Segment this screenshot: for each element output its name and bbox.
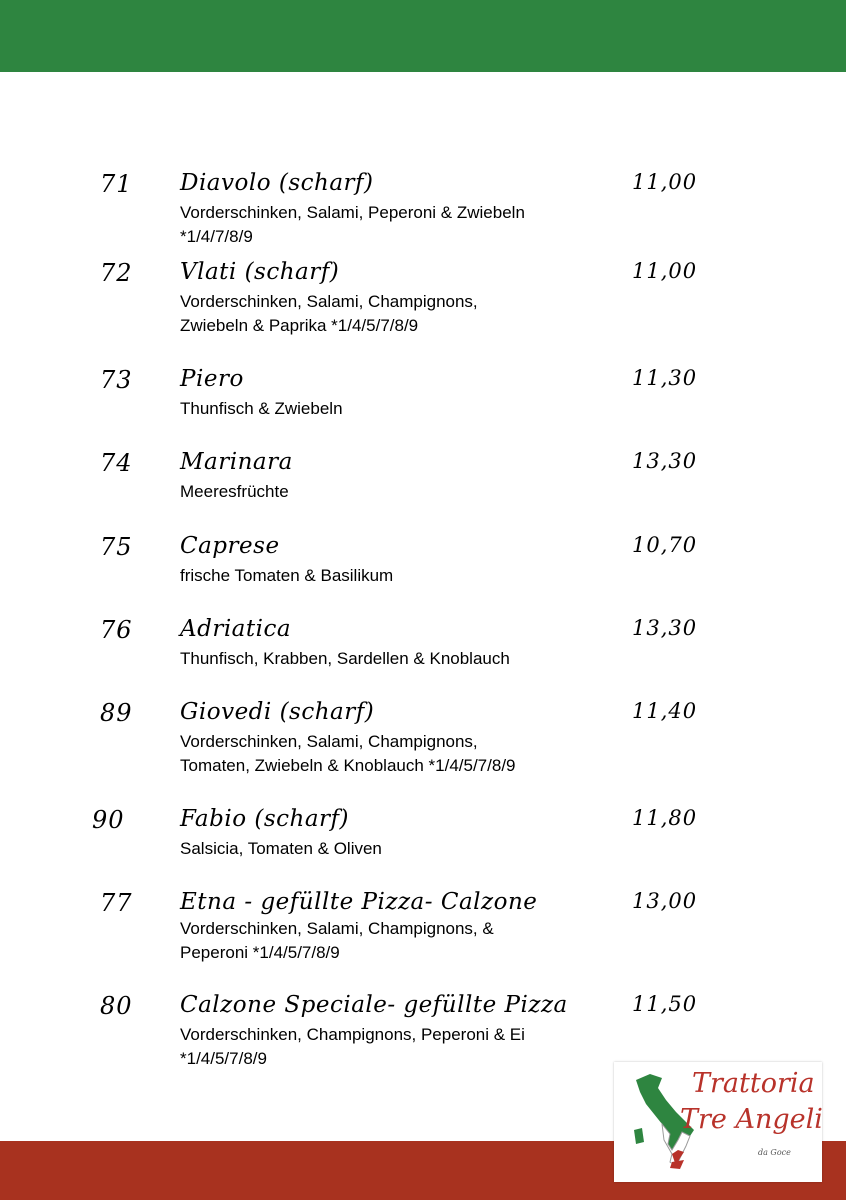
item-description: [180, 201, 620, 249]
item-description: [180, 837, 620, 861]
item-description: [180, 564, 620, 588]
item-price: 11,30: [632, 366, 698, 390]
item-number: 73: [100, 366, 133, 394]
item-price: 11,40: [632, 699, 698, 723]
description-line: *1/4/5/7/8/9: [180, 1049, 267, 1068]
item-name: Fabio (scharf): [180, 806, 350, 832]
description-line: Zwiebeln & Paprika *1/4/5/7/8/9: [180, 316, 419, 335]
description-line: Thunfisch & Zwiebeln: [180, 399, 343, 418]
item-number: 90: [92, 806, 125, 834]
item-name: Diavolo (scharf): [180, 170, 374, 196]
item-description: [180, 397, 620, 421]
item-description: [180, 647, 620, 671]
item-number: 76: [100, 616, 133, 644]
item-price: 10,70: [632, 533, 698, 557]
item-number: 74: [100, 449, 133, 477]
item-price: 13,00: [632, 889, 698, 913]
description-line: Peperoni *1/4/5/7/8/9: [180, 943, 340, 962]
item-description: [180, 917, 620, 965]
item-price: 11,00: [632, 259, 698, 283]
item-name: Vlati (scharf): [180, 259, 340, 285]
item-name: Piero: [180, 366, 244, 392]
item-name: Calzone Speciale- gefüllte Pizza: [180, 992, 568, 1018]
item-number: 89: [100, 699, 133, 727]
item-number: 72: [100, 259, 133, 287]
description-line: Vorderschinken, Champignons, Peperoni & Ei: [180, 1025, 525, 1044]
item-name: Adriatica: [180, 616, 292, 642]
logo-title-line2: Tre Angeli: [680, 1104, 823, 1135]
description-line: Vorderschinken, Salami, Peperoni & Zwiebeln: [180, 203, 525, 222]
item-name: Giovedi (scharf): [180, 699, 375, 725]
item-description: [180, 730, 620, 778]
description-line: Vorderschinken, Salami, Champignons,: [180, 732, 478, 751]
item-price: 11,80: [632, 806, 698, 830]
item-name: Marinara: [180, 449, 293, 475]
item-number: 75: [100, 533, 133, 561]
item-price: 13,30: [632, 616, 698, 640]
top-color-bar: [0, 0, 846, 72]
item-name: Etna - gefüllte Pizza- Calzone: [180, 889, 538, 915]
item-price: 11,50: [632, 992, 698, 1016]
item-description: [180, 1023, 620, 1071]
item-price: 13,30: [632, 449, 698, 473]
logo-title-line1: Trattoria: [692, 1068, 815, 1099]
description-line: *1/4/7/8/9: [180, 227, 253, 246]
description-line: Vorderschinken, Salami, Champignons,: [180, 292, 478, 311]
item-name: Caprese: [180, 533, 280, 559]
description-line: Salsicia, Tomaten & Oliven: [180, 839, 382, 858]
description-line: frische Tomaten & Basilikum: [180, 566, 394, 585]
description-line: Vorderschinken, Salami, Champignons, &: [180, 919, 494, 938]
item-description: [180, 480, 620, 504]
logo-subline: da Goce: [758, 1148, 791, 1157]
description-line: Tomaten, Zwiebeln & Knoblauch *1/4/5/7/8/9: [180, 756, 516, 775]
description-line: Meeresfrüchte: [180, 482, 289, 501]
item-description: [180, 290, 620, 338]
restaurant-logo: [614, 1062, 822, 1182]
item-number: 80: [100, 992, 133, 1020]
description-line: Thunfisch, Krabben, Sardellen & Knoblauch: [180, 649, 510, 668]
item-price: 11,00: [632, 170, 698, 194]
item-number: 71: [100, 170, 133, 198]
item-number: 77: [100, 889, 133, 917]
